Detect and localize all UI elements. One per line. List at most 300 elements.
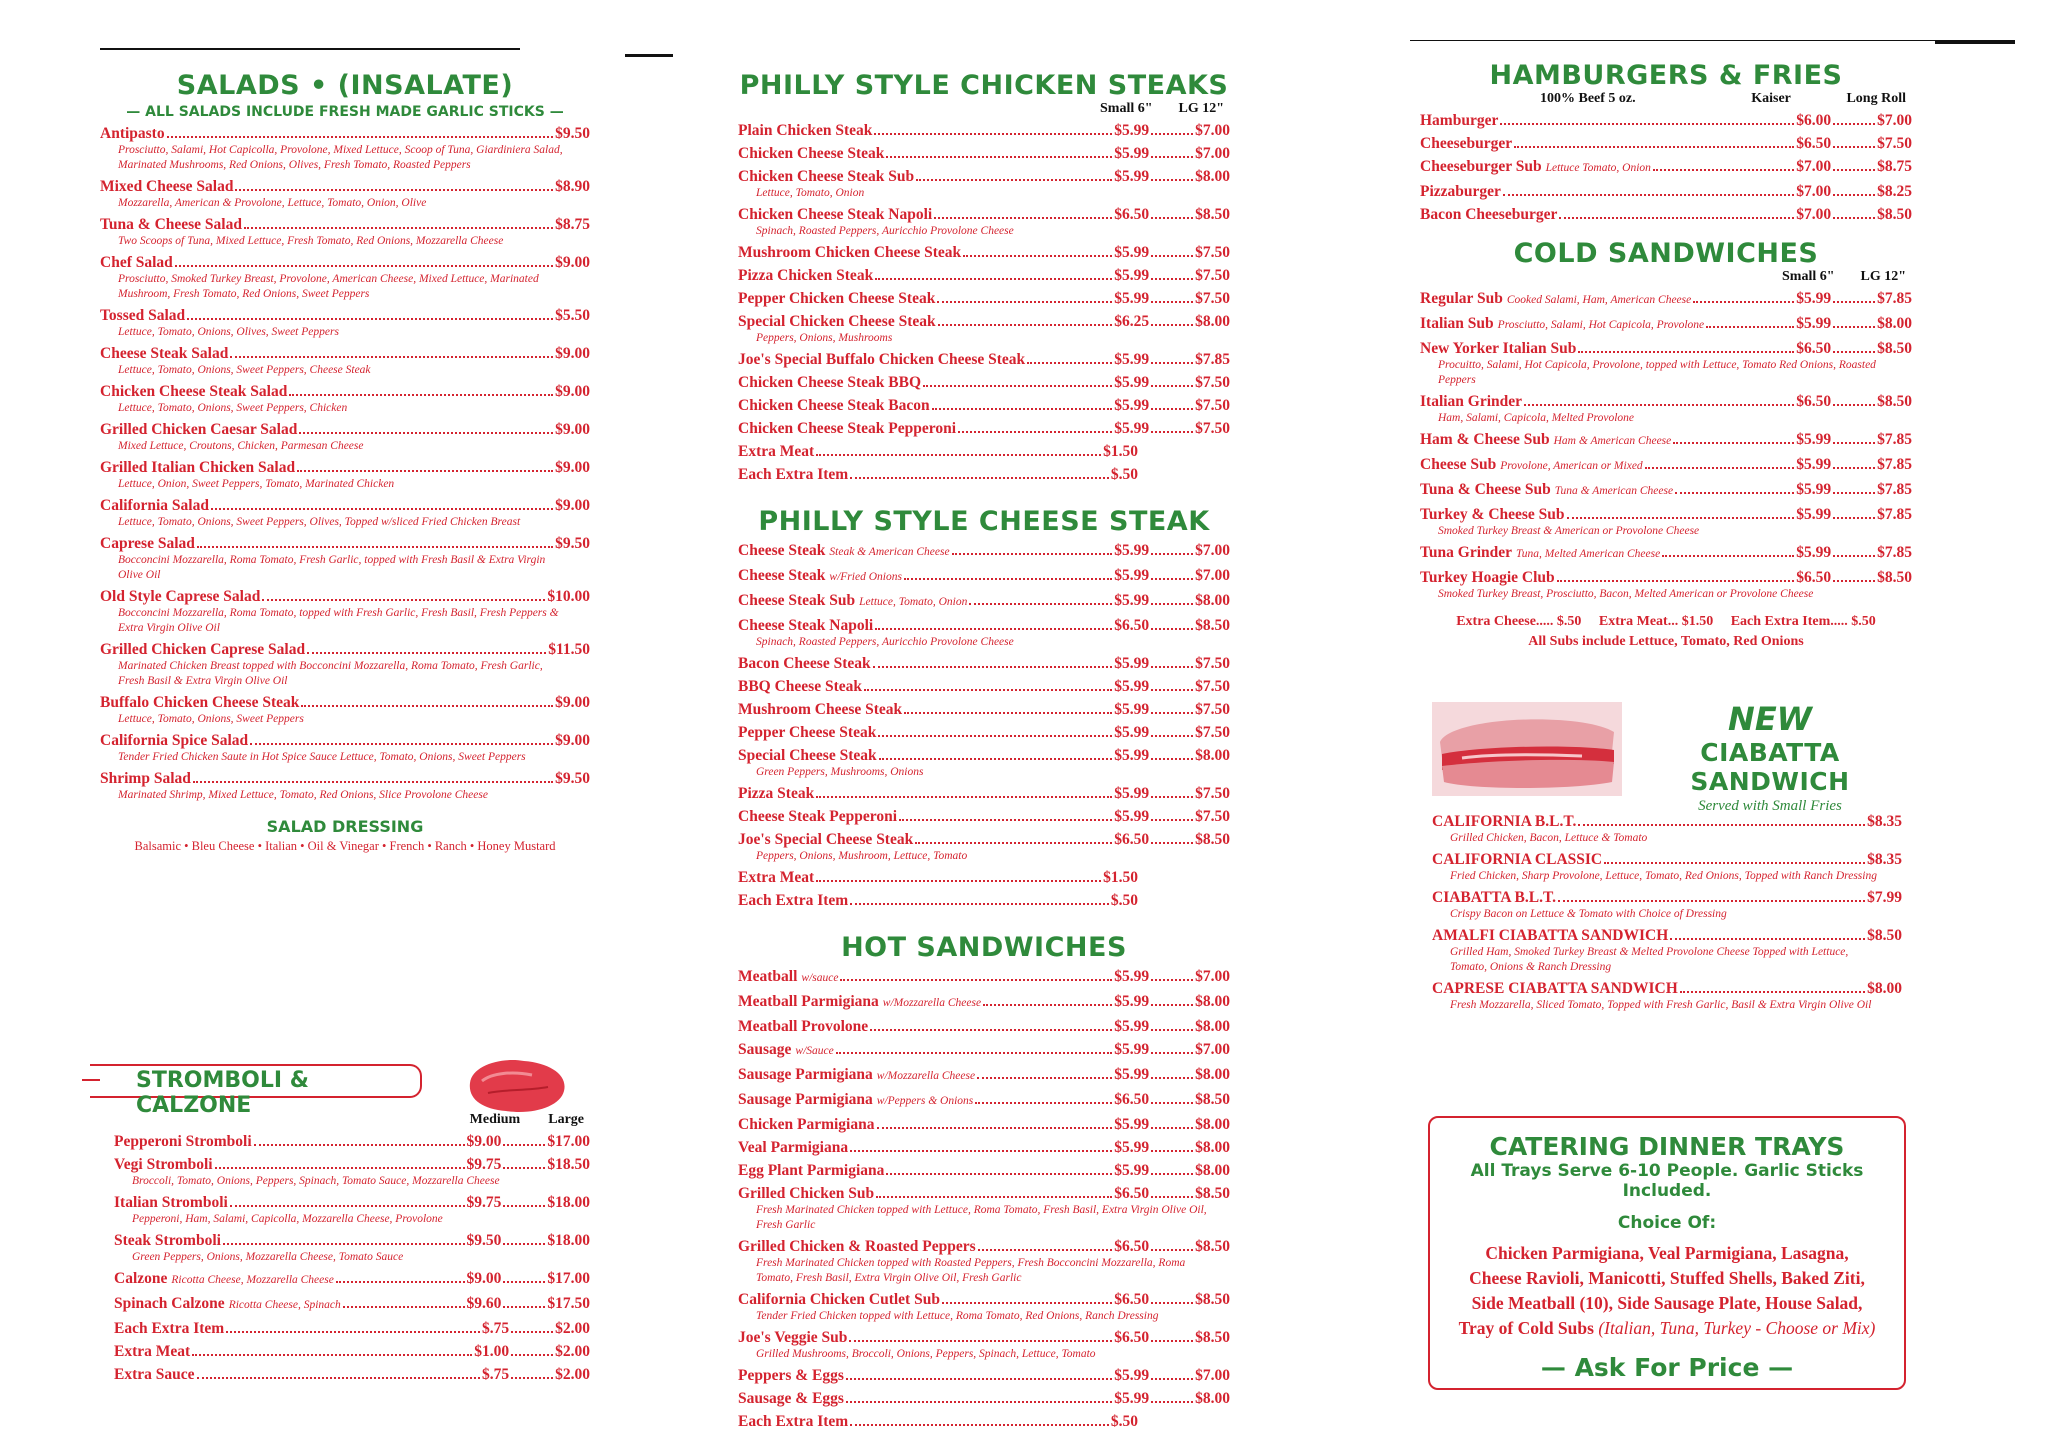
menu-item-price-large: $8.00 bbox=[1195, 993, 1230, 1010]
menu-item-description: Broccoli, Tomato, Onions, Peppers, Spinach, Tomato Sauce, Mozzarella Cheese bbox=[132, 1175, 500, 1187]
menu-item bbox=[1420, 568, 1912, 602]
dot-leader bbox=[1524, 404, 1794, 406]
menu-item-price: $5.99 bbox=[1114, 655, 1150, 672]
menu-item bbox=[100, 253, 590, 302]
menu-item-price: $5.99 bbox=[1114, 592, 1150, 609]
menu-item-name: Vegi Stromboli bbox=[114, 1156, 213, 1173]
dot-leader bbox=[1151, 1249, 1193, 1251]
menu-item-description: Lettuce, Tomato, Onions, Sweet Peppers bbox=[118, 713, 304, 725]
catering-body bbox=[1430, 1241, 1904, 1341]
menu-item-row bbox=[738, 289, 1230, 308]
menu-item-name: Pizzaburger bbox=[1420, 183, 1501, 200]
menu-item-name: Grilled Chicken Caesar Salad bbox=[100, 421, 298, 438]
menu-item bbox=[1432, 979, 1902, 1013]
menu-item-row bbox=[738, 891, 1230, 910]
menu-item-price-large: $7.50 bbox=[1195, 267, 1230, 284]
dot-leader bbox=[923, 385, 1112, 387]
dot-leader bbox=[1833, 467, 1875, 469]
menu-item-name: Chicken Cheese Steak bbox=[738, 145, 885, 162]
menu-item-row bbox=[738, 1184, 1230, 1203]
dot-leader bbox=[1693, 301, 1794, 303]
dot-leader bbox=[1833, 326, 1875, 328]
dot-leader bbox=[879, 758, 1113, 760]
menu-item-price: $.50 bbox=[1110, 1413, 1138, 1430]
menu-item-price-large: $8.00 bbox=[1195, 1139, 1230, 1156]
menu-item-price: $8.50 bbox=[1867, 927, 1902, 944]
menu-item-name: Pepperoni Stromboli bbox=[114, 1133, 252, 1150]
menu-item bbox=[100, 731, 590, 765]
dot-leader bbox=[983, 1004, 1112, 1006]
dot-leader bbox=[1151, 156, 1193, 158]
menu-item bbox=[114, 1231, 590, 1265]
menu-item-price: $7.00 bbox=[1796, 183, 1832, 200]
menu-item-row bbox=[738, 1017, 1230, 1036]
menu-item bbox=[1420, 157, 1912, 178]
menu-item bbox=[738, 830, 1230, 864]
menu-item-name: New Yorker Italian Sub bbox=[1420, 340, 1577, 357]
menu-item bbox=[738, 967, 1230, 988]
menu-item-row bbox=[1432, 812, 1902, 831]
menu-item-description: Pepperoni, Ham, Salami, Capicolla, Mozzarella Cheese, Provolone bbox=[132, 1213, 443, 1225]
menu-item-name: Each Extra Item bbox=[738, 1413, 849, 1430]
menu-item-name: Chicken Cheese Steak Sub bbox=[738, 168, 915, 185]
menu-item-name: Meatball Parmigiana bbox=[738, 993, 879, 1010]
menu-item-name: Sausage & Eggs bbox=[738, 1390, 844, 1407]
dot-leader bbox=[1680, 991, 1865, 993]
menu-item-price: $.75 bbox=[482, 1320, 510, 1337]
dot-leader bbox=[1151, 819, 1193, 821]
dot-leader bbox=[1833, 404, 1875, 406]
menu-item bbox=[100, 458, 590, 492]
menu-item-price-large: $8.00 bbox=[1195, 1066, 1230, 1083]
menu-item-name: California Salad bbox=[100, 497, 209, 514]
menu-item-description: Bocconcini Mozzarella, Roma Tomato, Fresh Garlic, topped with Fresh Basil & Extra Virgin Olive Oil bbox=[118, 554, 546, 581]
catering-body-line4 bbox=[1430, 1316, 1904, 1341]
dot-leader bbox=[886, 1173, 1112, 1175]
menu-item-price-large: $7.50 bbox=[1195, 420, 1230, 437]
dot-leader bbox=[1675, 492, 1794, 494]
menu-item-row bbox=[738, 1138, 1230, 1157]
menu-item-row bbox=[1420, 314, 1912, 335]
menu-item bbox=[1420, 455, 1912, 476]
cold-col-small: Small 6" bbox=[1782, 269, 1835, 284]
dot-leader bbox=[223, 1243, 465, 1245]
menu-item bbox=[738, 654, 1230, 673]
menu-item-price: $6.50 bbox=[1796, 340, 1832, 357]
dot-leader bbox=[187, 318, 553, 320]
menu-item bbox=[738, 1412, 1230, 1431]
menu-item-price: $9.00 bbox=[555, 694, 590, 711]
menu-item-price: $9.00 bbox=[555, 732, 590, 749]
dot-leader bbox=[1151, 758, 1193, 760]
menu-item-price-large: $7.85 bbox=[1877, 544, 1912, 561]
menu-item-name: Tossed Salad bbox=[100, 307, 186, 324]
menu-item-price: $1.50 bbox=[1103, 869, 1138, 886]
menu-item-row bbox=[738, 1389, 1230, 1408]
menu-item-row bbox=[738, 967, 1230, 988]
salads-list bbox=[100, 124, 590, 803]
menu-item bbox=[738, 541, 1230, 562]
menu-item-inline-desc: Lettuce, Tomato, Onion bbox=[859, 596, 968, 608]
menu-item-name: BBQ Cheese Steak bbox=[738, 678, 862, 695]
menu-item-row bbox=[738, 541, 1230, 562]
dot-leader bbox=[1151, 1401, 1193, 1403]
dot-leader bbox=[1151, 1102, 1193, 1104]
menu-item-row bbox=[738, 723, 1230, 742]
menu-item bbox=[1420, 314, 1912, 335]
menu-item-name: Chicken Cheese Steak Napoli bbox=[738, 206, 933, 223]
menu-item-row bbox=[738, 1090, 1230, 1111]
menu-item-price: $9.00 bbox=[555, 383, 590, 400]
menu-item-description: Ham, Salami, Capicola, Melted Provolone bbox=[1438, 412, 1634, 424]
menu-item-price-large: $7.85 bbox=[1195, 351, 1230, 368]
column-left bbox=[100, 70, 590, 854]
menu-item-name: Turkey Hoagie Club bbox=[1420, 569, 1555, 586]
menu-item-price-large: $7.50 bbox=[1195, 374, 1230, 391]
menu-item-name: Cheese Steak Napoli bbox=[738, 617, 874, 634]
menu-item-price: $6.25 bbox=[1114, 313, 1150, 330]
menu-item-row bbox=[738, 566, 1230, 587]
menu-item-name: California Chicken Cutlet Sub bbox=[738, 1291, 940, 1308]
menu-item-price-large: $7.85 bbox=[1877, 506, 1912, 523]
menu-item-name: Buffalo Chicken Cheese Steak bbox=[100, 694, 300, 711]
stromboli-col-medium: Medium bbox=[469, 1112, 521, 1127]
menu-item-price: $5.99 bbox=[1114, 351, 1150, 368]
menu-item-row bbox=[1432, 850, 1902, 869]
dot-leader bbox=[937, 301, 1112, 303]
dot-leader bbox=[1557, 580, 1795, 582]
menu-item-price-large: $8.50 bbox=[1195, 206, 1230, 223]
menu-item-price: $5.99 bbox=[1114, 267, 1150, 284]
menu-item-name: Turkey & Cheese Sub bbox=[1420, 506, 1565, 523]
dot-leader bbox=[1604, 862, 1865, 864]
menu-item bbox=[738, 1090, 1230, 1111]
dot-leader bbox=[904, 578, 1112, 580]
menu-item bbox=[738, 868, 1230, 887]
menu-item bbox=[114, 1342, 590, 1361]
menu-item-price: $9.00 bbox=[555, 345, 590, 362]
dot-leader bbox=[197, 1377, 480, 1379]
dot-leader bbox=[1151, 217, 1193, 219]
menu-item-name: Peppers & Eggs bbox=[738, 1367, 844, 1384]
menu-item bbox=[738, 723, 1230, 742]
cold-sandwiches-list bbox=[1420, 289, 1912, 602]
menu-item-row bbox=[100, 640, 590, 659]
menu-item-row bbox=[738, 807, 1230, 826]
menu-item bbox=[1432, 888, 1902, 922]
dot-leader bbox=[250, 743, 553, 745]
menu-item bbox=[738, 266, 1230, 285]
menu-item-price: $9.75 bbox=[466, 1156, 502, 1173]
menu-item-row bbox=[114, 1132, 590, 1151]
dot-leader bbox=[1151, 1029, 1193, 1031]
menu-item-description: Fresh Mozzarella, Sliced Tomato, Topped with Fresh Garlic, Basil & Extra Virgin Olive Oil bbox=[1450, 999, 1872, 1011]
menu-item-price: $6.50 bbox=[1114, 1329, 1150, 1346]
dot-leader bbox=[1151, 408, 1193, 410]
menu-item-row bbox=[738, 992, 1230, 1013]
menu-item-row bbox=[738, 1065, 1230, 1086]
ciabatta-sandwich-image bbox=[1432, 702, 1622, 796]
menu-item-name: Mushroom Chicken Cheese Steak bbox=[738, 244, 962, 261]
menu-item-row bbox=[1420, 455, 1912, 476]
menu-item bbox=[738, 1389, 1230, 1408]
menu-item-row bbox=[1420, 205, 1912, 224]
dot-leader bbox=[230, 356, 553, 358]
menu-item-price: $5.99 bbox=[1114, 678, 1150, 695]
menu-item-price: $9.50 bbox=[555, 770, 590, 787]
menu-item-price: $5.99 bbox=[1114, 542, 1150, 559]
menu-item-name: Each Extra Item bbox=[738, 466, 849, 483]
dot-leader bbox=[175, 265, 553, 267]
menu-item-price: $5.50 bbox=[555, 307, 590, 324]
dot-leader bbox=[503, 1306, 545, 1308]
dot-leader bbox=[1151, 603, 1193, 605]
menu-item-name: Sausage Parmigiana bbox=[738, 1066, 873, 1083]
dot-leader bbox=[1514, 146, 1794, 148]
menu-item-name: Chicken Cheese Steak Salad bbox=[100, 383, 288, 400]
dot-leader bbox=[1151, 1340, 1193, 1342]
dot-leader bbox=[816, 454, 1101, 456]
menu-item-name: Cheese Steak Sub bbox=[738, 592, 856, 609]
menu-item-price: $5.99 bbox=[1114, 145, 1150, 162]
dot-leader bbox=[1151, 628, 1193, 630]
menu-item bbox=[738, 312, 1230, 346]
menu-item bbox=[1420, 205, 1912, 224]
menu-item-name: Chicken Cheese Steak Pepperoni bbox=[738, 420, 957, 437]
menu-item-price-large: $8.50 bbox=[1195, 1291, 1230, 1308]
menu-item-name: Chicken Cheese Steak BBQ bbox=[738, 374, 921, 391]
menu-item-row bbox=[1432, 979, 1902, 998]
dot-leader bbox=[1833, 351, 1875, 353]
menu-item-price: $11.50 bbox=[548, 641, 590, 658]
menu-item-row bbox=[1420, 182, 1912, 201]
menu-item-row bbox=[1420, 480, 1912, 501]
dot-leader bbox=[1151, 1378, 1193, 1380]
calzone-image bbox=[462, 1053, 572, 1117]
menu-item bbox=[738, 289, 1230, 308]
menu-item bbox=[738, 1065, 1230, 1086]
menu-item-row bbox=[738, 1366, 1230, 1385]
dot-leader bbox=[904, 712, 1112, 714]
menu-item bbox=[1420, 134, 1912, 153]
dot-leader bbox=[1559, 217, 1794, 219]
menu-item bbox=[738, 1184, 1230, 1233]
dot-leader bbox=[1673, 442, 1794, 444]
catering-line2: Choice Of: bbox=[1617, 1213, 1717, 1233]
menu-item-price-large: $7.85 bbox=[1877, 431, 1912, 448]
menu-item-inline-desc: w/Sauce bbox=[795, 1045, 834, 1057]
menu-item-row bbox=[738, 1328, 1230, 1347]
hamburgers-list bbox=[1420, 111, 1912, 224]
menu-item bbox=[100, 420, 590, 454]
menu-item-price-large: $18.50 bbox=[547, 1156, 590, 1173]
menu-item bbox=[738, 566, 1230, 587]
dot-leader bbox=[1151, 133, 1193, 135]
menu-item-price: $8.35 bbox=[1867, 813, 1902, 830]
menu-item-row bbox=[1420, 111, 1912, 130]
menu-item-price: $9.75 bbox=[466, 1194, 502, 1211]
menu-item bbox=[738, 992, 1230, 1013]
menu-item-description: Mozzarella, American & Provolone, Lettuce, Tomato, Onion, Olive bbox=[118, 197, 427, 209]
dot-leader bbox=[1151, 255, 1193, 257]
menu-item-name: Italian Sub bbox=[1420, 315, 1494, 332]
menu-item-inline-desc: Lettuce Tomato, Onion bbox=[1545, 162, 1651, 174]
menu-item-row bbox=[738, 1412, 1230, 1431]
menu-item-price: $5.99 bbox=[1114, 420, 1150, 437]
ciabatta-section bbox=[1432, 808, 1902, 1013]
menu-item-description: Grilled Chicken, Bacon, Lettuce & Tomato bbox=[1450, 832, 1648, 844]
top-rule-right bbox=[1410, 40, 1950, 41]
dot-leader bbox=[1151, 735, 1193, 737]
menu-item-row bbox=[738, 868, 1230, 887]
menu-item-price-large: $7.00 bbox=[1195, 542, 1230, 559]
menu-item-row bbox=[738, 784, 1230, 803]
menu-item bbox=[1420, 505, 1912, 539]
dot-leader bbox=[850, 477, 1109, 479]
menu-item-name: Pizza Chicken Steak bbox=[738, 267, 874, 284]
menu-item-name: CIABATTA B.L.T. bbox=[1432, 889, 1557, 906]
dot-leader bbox=[975, 1102, 1112, 1104]
dot-leader bbox=[1833, 492, 1875, 494]
menu-item-name: Extra Meat bbox=[114, 1343, 191, 1360]
dot-leader bbox=[1833, 301, 1875, 303]
menu-item-row bbox=[114, 1269, 590, 1290]
menu-item-price: $5.99 bbox=[1114, 1018, 1150, 1035]
menu-item-row bbox=[100, 534, 590, 553]
dot-leader bbox=[846, 1378, 1112, 1380]
menu-item bbox=[738, 784, 1230, 803]
menu-item-description: Marinated Chicken Breast topped with Bocconcini Mozzarella, Roma Tomato, Fresh Garlic, Fresh Basil & Extra Virgin Olive Oil bbox=[118, 660, 543, 687]
menu-item-row bbox=[738, 312, 1230, 331]
salads-note: — ALL SALADS INCLUDE FRESH MADE GARLIC STICKS — bbox=[126, 104, 564, 120]
menu-item-row bbox=[100, 458, 590, 477]
menu-item-price: $6.00 bbox=[1796, 112, 1832, 129]
menu-item-price: $6.50 bbox=[1114, 1185, 1150, 1202]
menu-item-price-large: $8.50 bbox=[1877, 393, 1912, 410]
menu-item-price-large: $18.00 bbox=[547, 1232, 590, 1249]
menu-item-price-large: $7.00 bbox=[1195, 1041, 1230, 1058]
menu-item-price: $5.99 bbox=[1114, 122, 1150, 139]
menu-item-row bbox=[738, 373, 1230, 392]
catering-body-line2: Cheese Ravioli, Manicotti, Stuffed Shells, Baked Ziti, bbox=[1469, 1268, 1865, 1288]
catering-title: CATERING DINNER TRAYS bbox=[1489, 1132, 1845, 1161]
menu-item-row bbox=[100, 731, 590, 750]
menu-item-inline-desc: Ham & American Cheese bbox=[1553, 435, 1672, 447]
menu-item-price: $6.50 bbox=[1114, 1291, 1150, 1308]
menu-item-price: $6.50 bbox=[1796, 569, 1832, 586]
cold-extras: Extra Cheese..... $.50 Extra Meat... $1.50 Each Extra Item..... $.50 bbox=[1456, 614, 1876, 629]
dot-leader bbox=[1567, 517, 1795, 519]
menu-item-description: Smoked Turkey Breast, Prosciutto, Bacon, Melted American or Provolone Cheese bbox=[1438, 588, 1814, 600]
menu-item-price: $9.00 bbox=[555, 497, 590, 514]
catering-body-line4b: (Italian, Tuna, Turkey - Choose or Mix) bbox=[1598, 1318, 1876, 1338]
menu-item bbox=[1420, 111, 1912, 130]
dot-leader bbox=[1151, 1196, 1193, 1198]
catering-box bbox=[1428, 1116, 1906, 1390]
dot-leader bbox=[1151, 1302, 1193, 1304]
hamburgers-title: HAMBURGERS & FRIES bbox=[1489, 60, 1843, 91]
top-rule-left-dash bbox=[625, 54, 673, 57]
menu-item-price-large: $8.00 bbox=[1195, 168, 1230, 185]
dot-leader bbox=[932, 408, 1113, 410]
menu-item-inline-desc: w/Mozzarella Cheese bbox=[876, 1070, 976, 1082]
menu-item-row bbox=[100, 253, 590, 272]
dot-leader bbox=[336, 1281, 465, 1283]
menu-item-price-large: $8.50 bbox=[1877, 569, 1912, 586]
menu-item-name: AMALFI CIABATTA SANDWICH bbox=[1432, 927, 1669, 944]
menu-item-inline-desc: w/Fried Onions bbox=[829, 571, 902, 583]
menu-item-name: Grilled Chicken & Roasted Peppers bbox=[738, 1238, 976, 1255]
dressing-title: SALAD DRESSING bbox=[266, 817, 424, 836]
menu-item bbox=[100, 769, 590, 803]
menu-item-description: Crispy Bacon on Lettuce & Tomato with Choice of Dressing bbox=[1450, 908, 1727, 920]
menu-item-name: Joe's Veggie Sub bbox=[738, 1329, 848, 1346]
menu-item-name: Tuna & Cheese Sub bbox=[1420, 481, 1551, 498]
menu-item-name: Extra Meat bbox=[738, 443, 815, 460]
menu-item-price-large: $7.50 bbox=[1195, 244, 1230, 261]
menu-item-description: Spinach, Roasted Peppers, Auricchio Provolone Cheese bbox=[756, 636, 1014, 648]
menu-item-price: $5.99 bbox=[1114, 701, 1150, 718]
cold-note: All Subs include Lettuce, Tomato, Red Onions bbox=[1528, 634, 1804, 649]
menu-item-name: Grilled Italian Chicken Salad bbox=[100, 459, 296, 476]
menu-item-price-large: $7.00 bbox=[1195, 1367, 1230, 1384]
menu-item-row bbox=[738, 616, 1230, 635]
menu-item-row bbox=[100, 496, 590, 515]
dot-leader bbox=[1027, 362, 1112, 364]
top-rule-left bbox=[100, 48, 520, 50]
stromboli-title: STROMBOLI & CALZONE bbox=[136, 1068, 309, 1118]
menu-item-description: Grilled Ham, Smoked Turkey Breast & Melted Provolone Cheese Topped with Lettuce, Tomato, Onions & Ranch Dressing bbox=[1450, 946, 1849, 973]
menu-item bbox=[738, 442, 1230, 461]
menu-item-description: Lettuce, Onion, Sweet Peppers, Tomato, Marinated Chicken bbox=[118, 478, 395, 490]
dot-leader bbox=[942, 1302, 1112, 1304]
menu-item bbox=[738, 465, 1230, 484]
menu-item-name: Bacon Cheese Steak bbox=[738, 655, 871, 672]
menu-item-price: $9.60 bbox=[466, 1295, 502, 1312]
menu-item bbox=[114, 1155, 590, 1189]
dot-leader bbox=[244, 227, 553, 229]
menu-item bbox=[738, 121, 1230, 140]
menu-item-price-large: $7.85 bbox=[1877, 456, 1912, 473]
menu-item-price-large: $8.00 bbox=[1195, 1390, 1230, 1407]
menu-item-row bbox=[1420, 339, 1912, 358]
dot-leader bbox=[1706, 326, 1794, 328]
menu-item bbox=[100, 382, 590, 416]
dot-leader bbox=[197, 546, 553, 548]
menu-item-price-large: $8.00 bbox=[1195, 592, 1230, 609]
menu-item-price-large: $8.00 bbox=[1195, 313, 1230, 330]
menu-item-inline-desc: w/sauce bbox=[801, 972, 839, 984]
menu-item bbox=[738, 1017, 1230, 1036]
menu-item-price: $.75 bbox=[482, 1366, 510, 1383]
hot-sandwiches-title: HOT SANDWICHES bbox=[841, 932, 1127, 963]
cold-sandwiches-title: COLD SANDWICHES bbox=[1513, 238, 1819, 269]
dot-leader bbox=[1151, 278, 1193, 280]
dot-leader bbox=[503, 1144, 545, 1146]
menu-item bbox=[100, 693, 590, 727]
menu-item-price-large: $18.00 bbox=[547, 1194, 590, 1211]
catering-body-line1: Chicken Parmigiana, Veal Parmigiana, Lasagna, bbox=[1485, 1243, 1849, 1263]
menu-item-price-large: $2.00 bbox=[555, 1366, 590, 1383]
menu-item bbox=[738, 205, 1230, 239]
chicken-steaks-list bbox=[738, 121, 1230, 484]
menu-item-price: $5.99 bbox=[1114, 785, 1150, 802]
stromboli-section bbox=[114, 1112, 590, 1384]
dot-leader bbox=[846, 1401, 1112, 1403]
menu-item bbox=[1420, 480, 1912, 501]
menu-item-row bbox=[1420, 157, 1912, 178]
menu-item-price: $8.90 bbox=[555, 178, 590, 195]
